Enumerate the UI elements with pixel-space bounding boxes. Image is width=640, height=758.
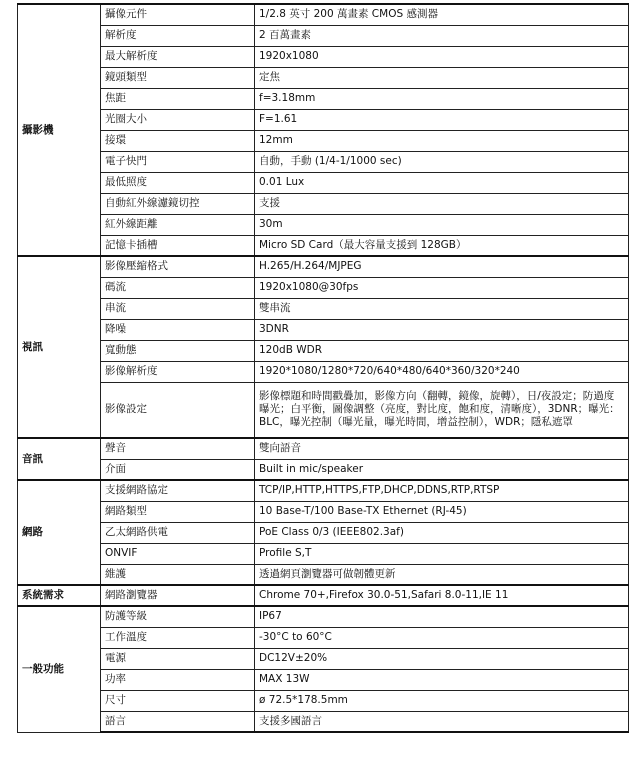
spec-row xyxy=(18,277,629,298)
spec-label: 攝像元件 xyxy=(101,4,255,25)
spec-label: 語言 xyxy=(101,711,255,732)
spec-row xyxy=(18,564,629,585)
spec-value: F=1.61 xyxy=(255,109,629,130)
spec-label: 介面 xyxy=(101,459,255,480)
spec-value: 2 百萬畫素 xyxy=(255,25,629,46)
category-cell: 一般功能 xyxy=(18,606,101,732)
spec-row xyxy=(18,46,629,67)
spec-row xyxy=(18,606,629,627)
spec-value: 120dB WDR xyxy=(255,340,629,361)
spec-label: 解析度 xyxy=(101,25,255,46)
spec-value: DC12V±20% xyxy=(255,648,629,669)
spec-label: 支援網路協定 xyxy=(101,480,255,501)
spec-value: Chrome 70+,Firefox 30.0-51,Safari 8.0-11,IE 11 xyxy=(255,585,629,606)
spec-value: 雙串流 xyxy=(255,298,629,319)
category-cell: 網路 xyxy=(18,480,101,585)
spec-row xyxy=(18,151,629,172)
spec-row xyxy=(18,130,629,151)
category-cell: 系統需求 xyxy=(18,585,101,606)
spec-label: 自動紅外線濾鏡切控 xyxy=(101,193,255,214)
spec-row xyxy=(18,319,629,340)
spec-label: 串流 xyxy=(101,298,255,319)
spec-row xyxy=(18,711,629,732)
spec-row xyxy=(18,235,629,256)
spec-row xyxy=(18,88,629,109)
spec-row xyxy=(18,501,629,522)
spec-value: H.265/H.264/MJPEG xyxy=(255,256,629,277)
spec-value: 透過網頁瀏覽器可做韌體更新 xyxy=(255,564,629,585)
spec-value: 1920x1080 xyxy=(255,46,629,67)
spec-label: 維護 xyxy=(101,564,255,585)
spec-label: 最低照度 xyxy=(101,172,255,193)
spec-row xyxy=(18,585,629,606)
spec-row xyxy=(18,25,629,46)
spec-label: 影像壓縮格式 xyxy=(101,256,255,277)
spec-row xyxy=(18,256,629,277)
spec-label: 寬動態 xyxy=(101,340,255,361)
spec-row xyxy=(18,627,629,648)
spec-value: Micro SD Card（最大容量支援到 128GB） xyxy=(255,235,629,256)
spec-value: 自動，手動 (1/4-1/1000 sec) xyxy=(255,151,629,172)
spec-label: 鏡頭類型 xyxy=(101,67,255,88)
spec-value: 30m xyxy=(255,214,629,235)
spec-value: MAX 13W xyxy=(255,669,629,690)
spec-label: 電子快門 xyxy=(101,151,255,172)
spec-row xyxy=(18,480,629,501)
spec-value: 12mm xyxy=(255,130,629,151)
spec-row xyxy=(18,543,629,564)
spec-value: 支援多國語言 xyxy=(255,711,629,732)
spec-value: ø 72.5*178.5mm xyxy=(255,690,629,711)
spec-row xyxy=(18,67,629,88)
spec-label: 紅外線距離 xyxy=(101,214,255,235)
spec-value: IP67 xyxy=(255,606,629,627)
spec-value: 1920*1080/1280*720/640*480/640*360/320*240 xyxy=(255,361,629,382)
spec-label: 乙太網路供電 xyxy=(101,522,255,543)
spec-row xyxy=(18,172,629,193)
spec-row xyxy=(18,298,629,319)
spec-label: 降噪 xyxy=(101,319,255,340)
spec-value: PoE Class 0/3 (IEEE802.3af) xyxy=(255,522,629,543)
spec-row xyxy=(18,4,629,25)
spec-label: 功率 xyxy=(101,669,255,690)
spec-row xyxy=(18,340,629,361)
category-cell: 音訊 xyxy=(18,438,101,480)
spec-value: 0.01 Lux xyxy=(255,172,629,193)
spec-label: 碼流 xyxy=(101,277,255,298)
spec-label: 工作溫度 xyxy=(101,627,255,648)
spec-label: 防護等級 xyxy=(101,606,255,627)
spec-value: 影像標題和時間戳疊加，影像方向（翻轉，鏡像，旋轉），日/夜設定；防過度曝光；白平衡，圖像調整（亮度，對比度，飽和度，清晰度），3DNR；曝光：BLC，曝光控制（曝光量，曝光時間，增益控制），WDR；隱私遮罩 xyxy=(255,382,629,438)
spec-label: ONVIF xyxy=(101,543,255,564)
spec-label: 電源 xyxy=(101,648,255,669)
spec-label: 最大解析度 xyxy=(101,46,255,67)
spec-value: 3DNR xyxy=(255,319,629,340)
spec-row xyxy=(18,109,629,130)
spec-value: -30°C to 60°C xyxy=(255,627,629,648)
spec-value: Profile S,T xyxy=(255,543,629,564)
spec-label: 光圈大小 xyxy=(101,109,255,130)
spec-row xyxy=(18,459,629,480)
spec-table-body xyxy=(18,4,629,732)
spec-label: 尺寸 xyxy=(101,690,255,711)
spec-value: 1920x1080@30fps xyxy=(255,277,629,298)
spec-label: 影像解析度 xyxy=(101,361,255,382)
category-cell: 視訊 xyxy=(18,256,101,438)
spec-value: 定焦 xyxy=(255,67,629,88)
spec-row xyxy=(18,214,629,235)
spec-value: 1/2.8 英寸 200 萬畫素 CMOS 感測器 xyxy=(255,4,629,25)
spec-value: TCP/IP,HTTP,HTTPS,FTP,DHCP,DDNS,RTP,RTSP xyxy=(255,480,629,501)
spec-label: 記憶卡插槽 xyxy=(101,235,255,256)
spec-row xyxy=(18,382,629,438)
spec-row xyxy=(18,648,629,669)
spec-value: Built in mic/speaker xyxy=(255,459,629,480)
spec-label: 焦距 xyxy=(101,88,255,109)
spec-value: 10 Base-T/100 Base-TX Ethernet (RJ-45) xyxy=(255,501,629,522)
category-cell: 攝影機 xyxy=(18,4,101,256)
spec-row xyxy=(18,669,629,690)
spec-table xyxy=(17,3,629,733)
spec-label: 接環 xyxy=(101,130,255,151)
spec-row xyxy=(18,193,629,214)
spec-label: 網路瀏覽器 xyxy=(101,585,255,606)
spec-value: f=3.18mm xyxy=(255,88,629,109)
spec-row xyxy=(18,438,629,459)
spec-value: 雙向語音 xyxy=(255,438,629,459)
spec-row xyxy=(18,522,629,543)
spec-row xyxy=(18,690,629,711)
spec-row xyxy=(18,361,629,382)
spec-label: 聲音 xyxy=(101,438,255,459)
spec-value: 支援 xyxy=(255,193,629,214)
spec-label: 網路類型 xyxy=(101,501,255,522)
spec-label: 影像設定 xyxy=(101,382,255,438)
